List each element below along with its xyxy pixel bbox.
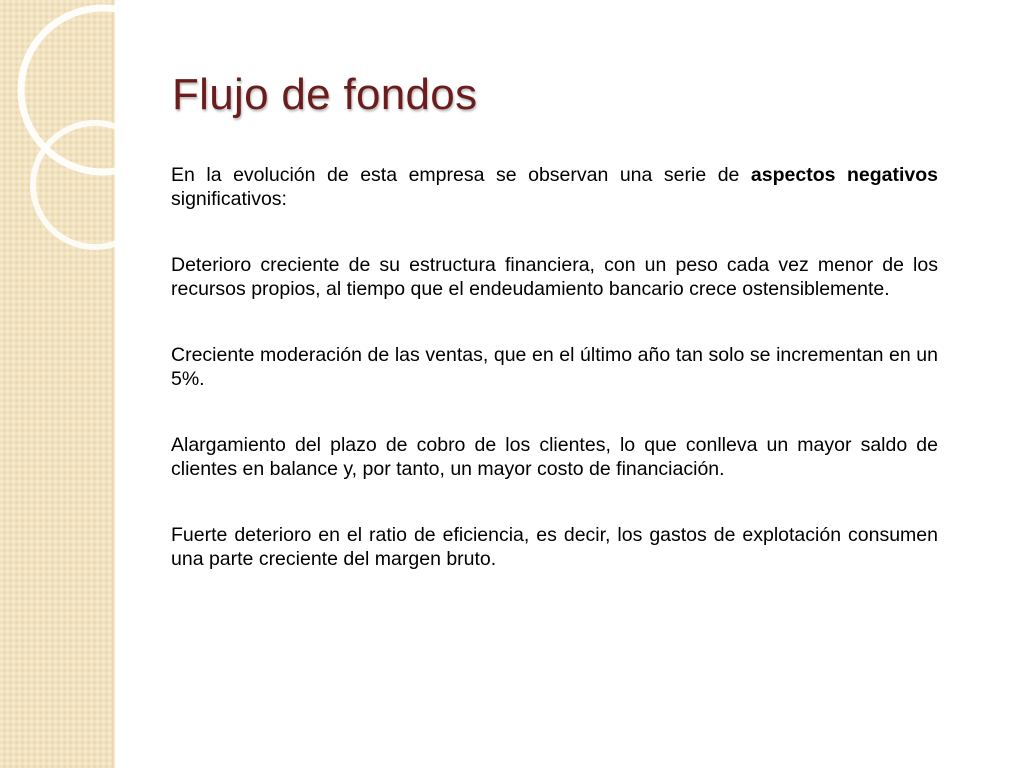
decorative-rings <box>0 0 200 260</box>
intro-bold-text: aspectos negativos <box>750 164 939 186</box>
paragraph-sales-moderation: Creciente moderación de las ventas, que en el último año tan solo se incrementan en un 5%. <box>171 344 938 390</box>
intro-paragraph <box>171 163 938 211</box>
intro-text-start: En la evolución de esta empresa se observan una serie de <box>171 164 751 186</box>
paragraph-financial-structure: Deterioro creciente de su estructura financiera, con un peso cada vez menor de los recursos propios, al tiempo que el endeudamiento bancario crece ostensiblemente. <box>171 254 938 300</box>
paragraph-efficiency-ratio: Fuerte deterioro en el ratio de eficiencia, es decir, los gastos de explotación consumen una parte creciente del margen bruto. <box>171 524 938 570</box>
slide-body <box>171 163 938 571</box>
paragraph-collection-period: Alargamiento del plazo de cobro de los clientes, lo que conlleva un mayor saldo de clientes en balance y, por tanto, un mayor costo de financiación. <box>171 434 938 480</box>
slide-title: Flujo de fondos <box>172 70 478 119</box>
decorative-ring-small <box>33 123 157 247</box>
intro-text-end: significativos: <box>171 188 287 210</box>
